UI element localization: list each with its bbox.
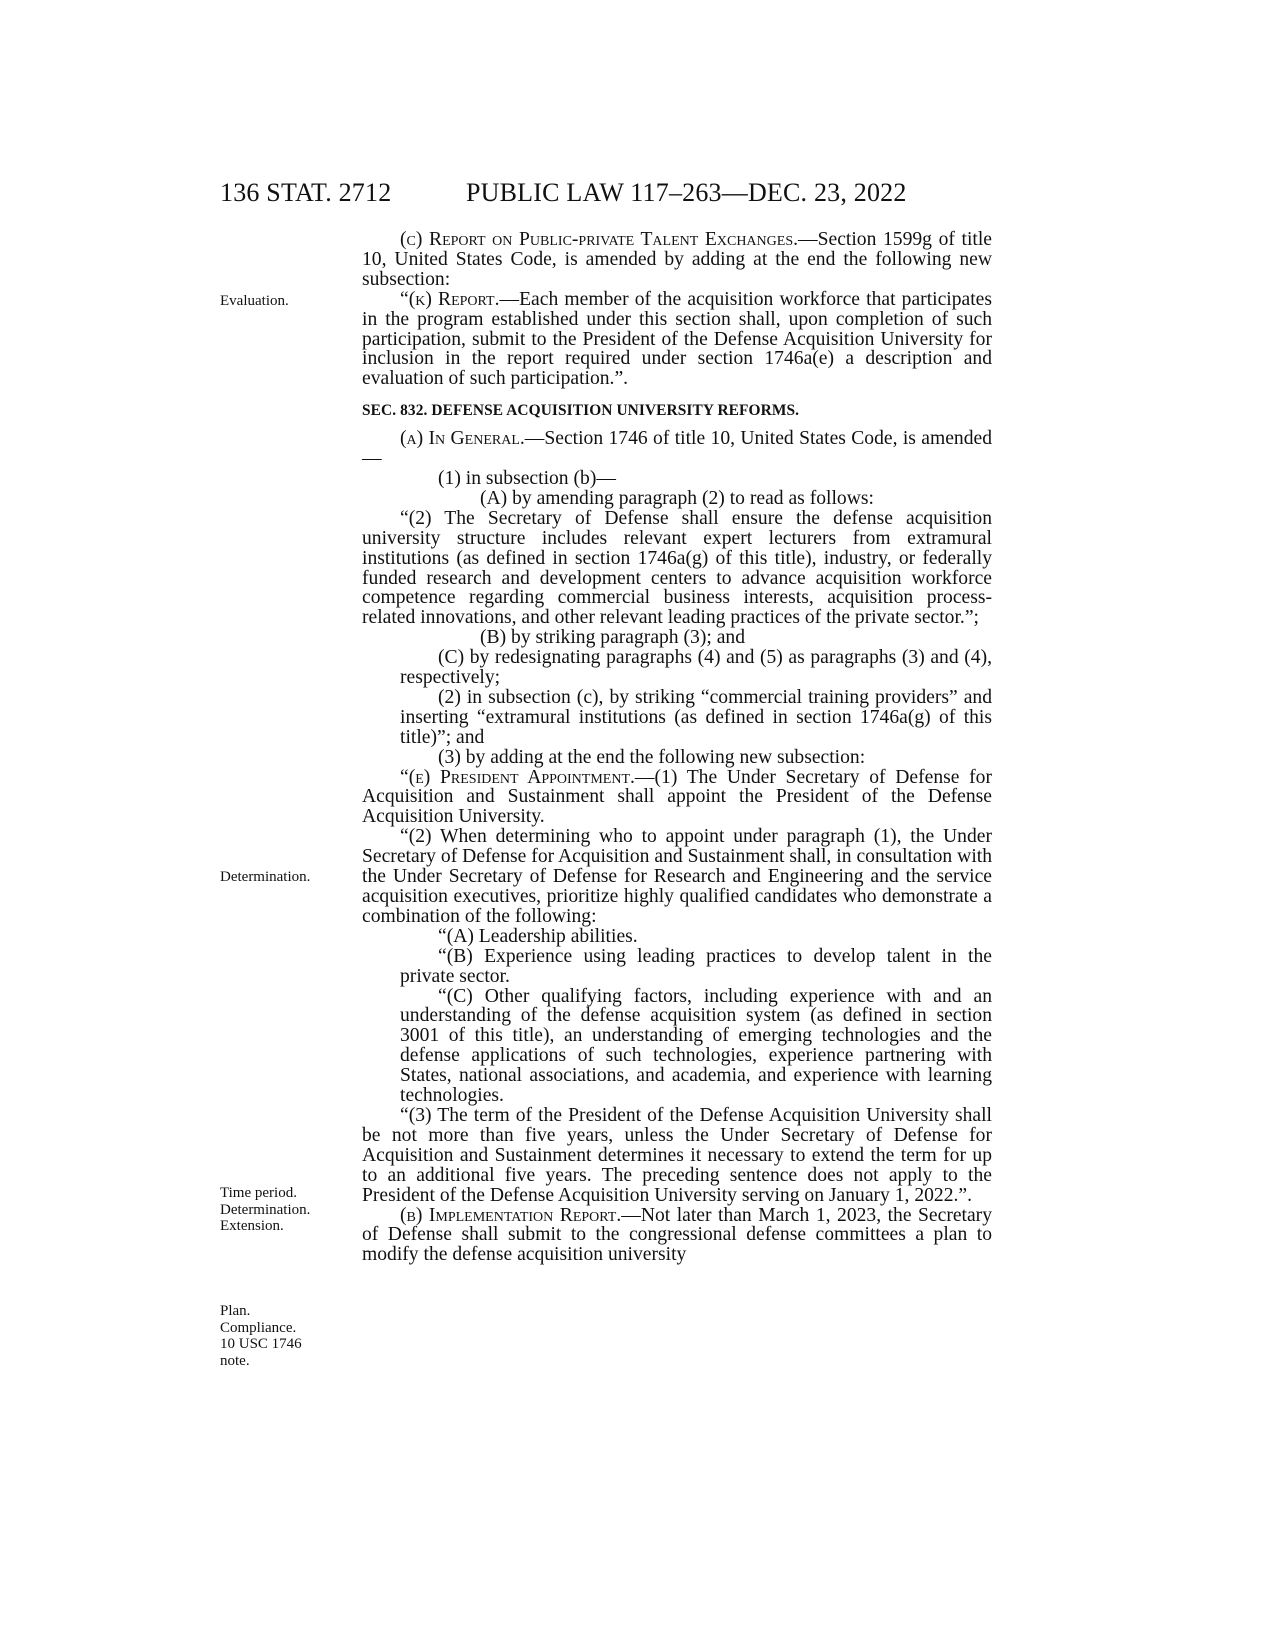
subsection-k [362,290,992,390]
paragraph-1: (1) in subsection (b)— [438,467,616,489]
margin-note-time-period [220,1185,350,1235]
subsection-heading: “(k) Report. [400,288,500,310]
subsection-b [362,1206,992,1266]
page-citation: 136 STAT. 2712 [220,178,392,207]
margin-note-line: Determination. [220,1201,311,1218]
margin-note-line: Compliance. [220,1319,297,1336]
subparagraph-A: (A) by amending paragraph (2) to read as follows: [480,487,874,509]
margin-note-line: Plan. [220,1303,251,1319]
subsection-e-A: “(A) Leadership abilities. [438,925,638,947]
margin-note-line: Time period. [220,1185,297,1201]
margin-note-line: Extension. [220,1218,284,1234]
subsection-e-B: “(B) Experience using leading practices to develop talent in the private sector. [400,945,992,987]
subsection-heading: (b) Implementation Report. [400,1204,622,1226]
subsection-text: —Each member of the acquisition workforce that participates in the program established under this section shall, upon completion of such participation, submit to the President of the Defense Acquisition University for inclusion in the report required under section 1746a(e) a description and evaluation of such participation.”. [362,288,992,390]
subsection-heading: (a) In General. [400,428,525,450]
subsection-e-3: “(3) The term of the President of the Defense Acquisition University shall be not more than five years, unless the Under Secretary of Defense for Acquisition and Sustainment determines it necessary to extend the term for up to an additional five years. The preceding sentence does not apply to the President of the Defense Acquisition University serving on January 1, 2022.”. [362,1104,992,1206]
subsection-text: —Not later than March 1, 2023, the Secretary of Defense shall submit to the congressional defense committees a plan to modify the defense acquisition university [362,1204,992,1266]
paragraph-2: (2) in subsection (c), by striking “commercial training providers” and inserting “extramural institutions (as defined in section 1746a(g) of this title)”; and [400,686,992,748]
margin-note-line: note. [220,1352,250,1369]
subsection-a [362,429,992,469]
subparagraph-C: (C) by redesignating paragraphs (4) and (5) as paragraphs (3) and (4), respectively; [400,647,992,689]
margin-note-determination: Determination. [220,869,311,885]
section-heading: SEC. 832. DEFENSE ACQUISITION UNIVERSITY REFORMS. [362,402,800,420]
subparagraph-B: (B) by striking paragraph (3); and [480,627,745,649]
subsection-text: —(1) The Under Secretary of Defense for Acquisition and Sustainment shall appoint the President of the Defense Acquisition University. [362,766,993,828]
quoted-paragraph-2: “(2) The Secretary of Defense shall ensure the defense acquisition university structure includes relevant expert lecturers from extramural institutions (as defined in section 1746a(g) of this title), industry, or federally funded research and development centers to advance acquisition workforce competence regarding commercial business interests, acquisition process-related innovations, and other relevant leading practices of the private sector.”; [362,507,992,629]
margin-note-line: 10 USC 1746 [220,1336,302,1352]
paragraph-3: (3) by adding at the end the following new subsection: [438,746,866,768]
subsection-text: —Section 1746 of title 10, United States Code, is amended— [362,428,993,470]
running-head: PUBLIC LAW 117–263—DEC. 23, 2022 [466,178,907,207]
subsection-text: —Section 1599g of title 10, United States Code, is amended by adding at the end the following new subsection: [362,229,992,290]
subsection-e [362,768,992,828]
subsection-heading: “(e) President Appointment. [400,766,635,788]
margin-note-plan [220,1303,350,1369]
statute-text [362,230,992,1265]
subsection-heading: (c) Report on Public-private Talent Exchanges. [400,229,799,250]
subsection-c [362,230,992,290]
margin-note-evaluation: Evaluation. [220,293,289,309]
subsection-e-C: “(C) Other qualifying factors, including experience with and an understanding of the defense acquisition system (as defined in section 3001 of this title), an understanding of emerging technologies and the defense applications of such technologies, experience partnering with States, national associations, and academia, and experience with learning technologies. [400,985,992,1107]
subsection-e-2: “(2) When determining who to appoint under paragraph (1), the Under Secretary of Defense for Acquisition and Sustainment shall, in consultation with the Under Secretary of Defense for Research and Engineering and the service acquisition executives, prioritize highly qualified candidates who demonstrate a combination of the following: [362,826,992,927]
